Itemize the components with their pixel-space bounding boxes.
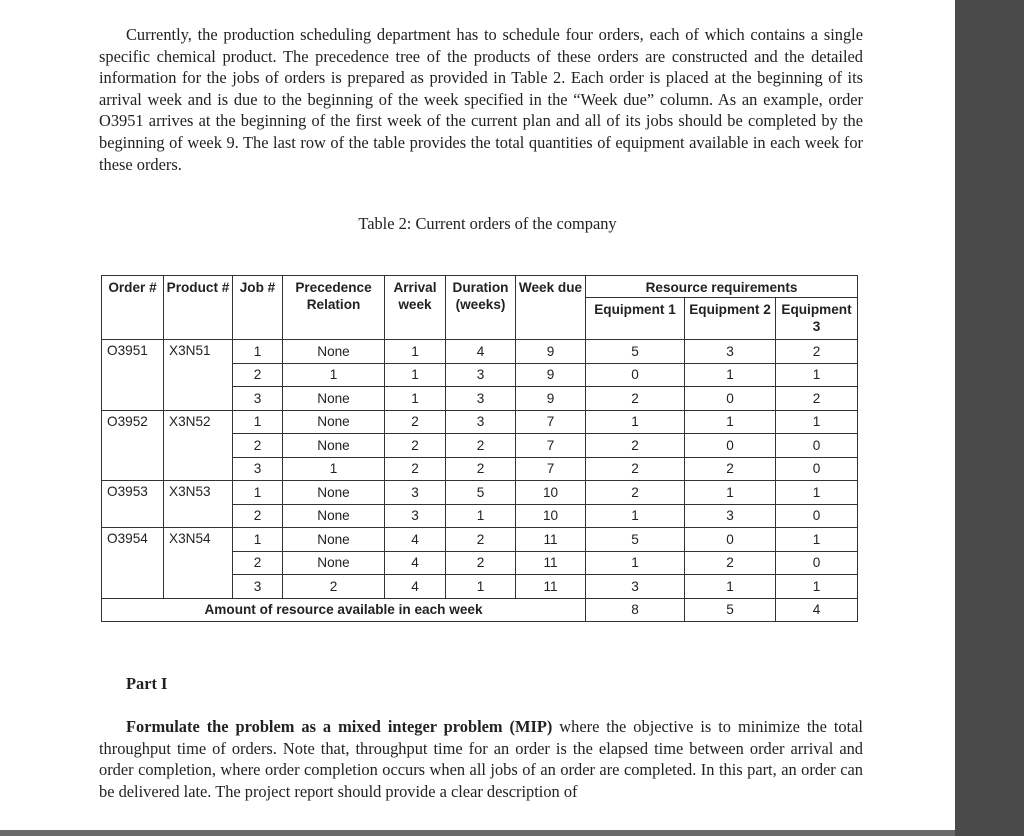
equipment-1-cell: 2 <box>586 434 685 458</box>
duration-cell: 3 <box>446 363 516 387</box>
footer-equipment-2: 5 <box>685 598 776 622</box>
precedence-cell: 2 <box>283 575 385 599</box>
duration-cell: 2 <box>446 434 516 458</box>
header-equipment-2: Equipment 2 <box>685 298 776 340</box>
equipment-1-cell: 2 <box>586 481 685 505</box>
part-paragraph <box>99 716 863 802</box>
header-equipment-1: Equipment 1 <box>586 298 685 340</box>
part-bold-text: Formulate the problem as a mixed integer problem (MIP) <box>126 717 553 736</box>
due-cell: 10 <box>516 481 586 505</box>
footer-equipment-3: 4 <box>776 598 858 622</box>
header-duration: Duration (weeks) <box>446 276 516 340</box>
due-cell: 7 <box>516 434 586 458</box>
intro-text: Currently, the production scheduling department has to schedule four orders, each of which contains a single specific chemical product. The precedence tree of the products of these orders are constructed and the detailed information for the jobs of orders is prepared as provided in Table 2. Each order is placed at the beginning of its arrival week and is due to the beginning of the week specified in the “Week due” column. As an example, order O3951 arrives at the beginning of the first week of the current plan and all of its jobs should be completed by the beginning of week 9. The last row of the table provides the total quantities of equipment available in each week for these orders. <box>99 25 863 174</box>
arrival-cell: 2 <box>385 410 446 434</box>
equipment-2-cell: 2 <box>685 551 776 575</box>
duration-cell: 1 <box>446 504 516 528</box>
arrival-cell: 4 <box>385 551 446 575</box>
order-cell: O3953 <box>102 481 164 528</box>
header-job: Job # <box>233 276 283 340</box>
header-arrival: Arrival week <box>385 276 446 340</box>
viewer-side-panel <box>955 0 1024 836</box>
header-resource: Resource requirements <box>586 276 858 298</box>
job-cell: 3 <box>233 575 283 599</box>
header-precedence: Precedence Relation <box>283 276 385 340</box>
equipment-3-cell: 0 <box>776 504 858 528</box>
equipment-1-cell: 1 <box>586 410 685 434</box>
equipment-1-cell: 3 <box>586 575 685 599</box>
job-cell: 3 <box>233 387 283 411</box>
equipment-2-cell: 1 <box>685 481 776 505</box>
precedence-cell: None <box>283 504 385 528</box>
arrival-cell: 4 <box>385 575 446 599</box>
due-cell: 9 <box>516 387 586 411</box>
arrival-cell: 2 <box>385 434 446 458</box>
equipment-3-cell: 2 <box>776 387 858 411</box>
equipment-2-cell: 0 <box>685 434 776 458</box>
job-cell: 1 <box>233 481 283 505</box>
equipment-2-cell: 2 <box>685 457 776 481</box>
equipment-1-cell: 5 <box>586 528 685 552</box>
equipment-3-cell: 1 <box>776 528 858 552</box>
precedence-cell: 1 <box>283 457 385 481</box>
orders-table <box>101 275 858 622</box>
job-cell: 2 <box>233 551 283 575</box>
due-cell: 11 <box>516 551 586 575</box>
duration-cell: 3 <box>446 410 516 434</box>
precedence-cell: 1 <box>283 363 385 387</box>
precedence-cell: None <box>283 434 385 458</box>
precedence-cell: None <box>283 551 385 575</box>
table-row <box>102 340 858 364</box>
equipment-2-cell: 1 <box>685 363 776 387</box>
equipment-3-cell: 0 <box>776 551 858 575</box>
precedence-cell: None <box>283 387 385 411</box>
equipment-2-cell: 0 <box>685 528 776 552</box>
equipment-3-cell: 1 <box>776 575 858 599</box>
due-cell: 10 <box>516 504 586 528</box>
job-cell: 2 <box>233 363 283 387</box>
arrival-cell: 3 <box>385 481 446 505</box>
duration-cell: 2 <box>446 528 516 552</box>
intro-paragraph <box>99 24 863 175</box>
header-order: Order # <box>102 276 164 340</box>
arrival-cell: 3 <box>385 504 446 528</box>
equipment-1-cell: 2 <box>586 387 685 411</box>
job-cell: 3 <box>233 457 283 481</box>
table-row <box>102 481 858 505</box>
duration-cell: 4 <box>446 340 516 364</box>
equipment-1-cell: 0 <box>586 363 685 387</box>
arrival-cell: 1 <box>385 340 446 364</box>
due-cell: 7 <box>516 410 586 434</box>
job-cell: 2 <box>233 504 283 528</box>
equipment-1-cell: 1 <box>586 504 685 528</box>
header-product: Product # <box>164 276 233 340</box>
due-cell: 9 <box>516 363 586 387</box>
equipment-3-cell: 1 <box>776 481 858 505</box>
header-week-due: Week due <box>516 276 586 340</box>
duration-cell: 5 <box>446 481 516 505</box>
precedence-cell: None <box>283 410 385 434</box>
arrival-cell: 1 <box>385 387 446 411</box>
order-cell: O3952 <box>102 410 164 481</box>
equipment-2-cell: 1 <box>685 410 776 434</box>
table-caption: Table 2: Current orders of the company <box>358 214 617 233</box>
duration-cell: 2 <box>446 551 516 575</box>
job-cell: 1 <box>233 410 283 434</box>
arrival-cell: 1 <box>385 363 446 387</box>
duration-cell: 2 <box>446 457 516 481</box>
due-cell: 7 <box>516 457 586 481</box>
duration-cell: 3 <box>446 387 516 411</box>
table-row <box>102 410 858 434</box>
equipment-3-cell: 2 <box>776 340 858 364</box>
precedence-cell: None <box>283 528 385 552</box>
product-cell: X3N53 <box>164 481 233 528</box>
equipment-1-cell: 1 <box>586 551 685 575</box>
equipment-3-cell: 1 <box>776 363 858 387</box>
equipment-1-cell: 5 <box>586 340 685 364</box>
arrival-cell: 2 <box>385 457 446 481</box>
equipment-1-cell: 2 <box>586 457 685 481</box>
footer-equipment-1: 8 <box>586 598 685 622</box>
table-row <box>102 528 858 552</box>
arrival-cell: 4 <box>385 528 446 552</box>
order-cell: O3954 <box>102 528 164 599</box>
duration-cell: 1 <box>446 575 516 599</box>
equipment-2-cell: 0 <box>685 387 776 411</box>
equipment-3-cell: 1 <box>776 410 858 434</box>
job-cell: 1 <box>233 340 283 364</box>
due-cell: 9 <box>516 340 586 364</box>
footer-label: Amount of resource available in each week <box>102 598 586 622</box>
equipment-3-cell: 0 <box>776 434 858 458</box>
product-cell: X3N51 <box>164 340 233 411</box>
product-cell: X3N52 <box>164 410 233 481</box>
due-cell: 11 <box>516 575 586 599</box>
equipment-2-cell: 3 <box>685 504 776 528</box>
due-cell: 11 <box>516 528 586 552</box>
equipment-2-cell: 3 <box>685 340 776 364</box>
order-cell: O3951 <box>102 340 164 411</box>
part-title: Part I <box>126 674 168 693</box>
precedence-cell: None <box>283 340 385 364</box>
product-cell: X3N54 <box>164 528 233 599</box>
equipment-3-cell: 0 <box>776 457 858 481</box>
viewer-bottom-edge <box>0 830 955 836</box>
precedence-cell: None <box>283 481 385 505</box>
part-text: where the objective is to minimize the total throughput time of orders. Note that, throughput time for an order is the elapsed time between order arrival and order completion, where order completion occurs when all jobs of an order are completed. In this part, an order can be delivered late. The project report should provide a clear description of <box>99 717 863 801</box>
job-cell: 1 <box>233 528 283 552</box>
equipment-2-cell: 1 <box>685 575 776 599</box>
header-equipment-3: Equipment 3 <box>776 298 858 340</box>
job-cell: 2 <box>233 434 283 458</box>
